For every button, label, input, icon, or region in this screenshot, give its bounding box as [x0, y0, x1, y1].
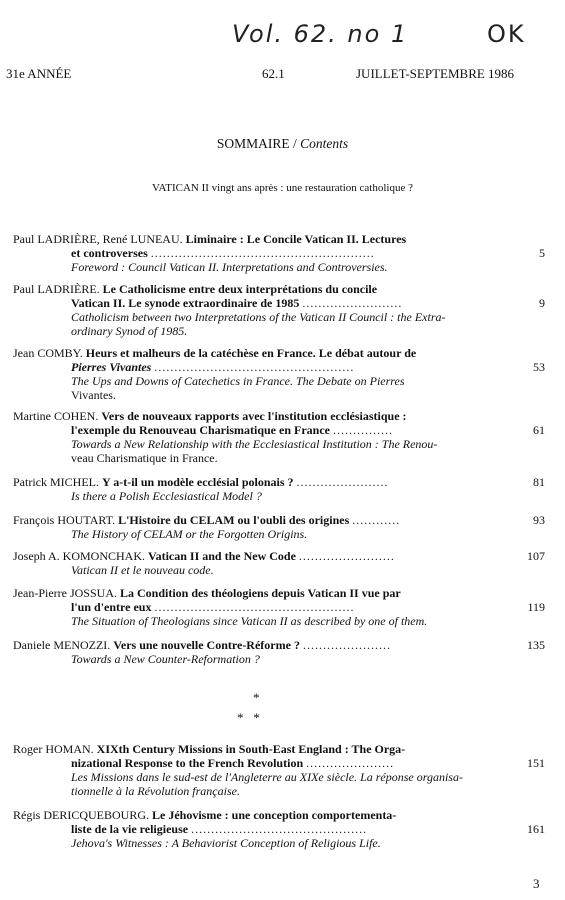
entry-translation: Jehova's Witnesses : A Behaviorist Conception of Religious Life.: [71, 836, 381, 850]
entry-page-number: 81: [533, 475, 545, 489]
entry-title: La Condition des théologiens depuis Vatican II vue par: [120, 586, 401, 600]
dot-leader: ............................................: [191, 822, 368, 836]
entry-title-cont: Vatican II. Le synode extraordinaire de 1985: [71, 296, 300, 310]
entry-title-cont: nizational Response to the French Revolution: [71, 756, 304, 770]
entry-translation: Towards a New Counter-Reformation ?: [71, 652, 260, 666]
dot-leader: .......................: [296, 475, 389, 489]
dot-leader: ..................................................: [154, 360, 355, 374]
entry-page-number: 135: [527, 638, 545, 652]
header-year: 31e ANNÉE: [6, 66, 72, 81]
entry-author: Roger HOMAN.: [13, 742, 94, 756]
page-title: [0, 136, 565, 152]
section-separator-star: *: [253, 690, 260, 705]
entry-title: Liminaire : Le Concile Vatican II. Lectures: [185, 232, 407, 246]
header-issue: 62.1: [262, 66, 285, 81]
toc-entry: [13, 808, 503, 850]
entry-author: Jean-Pierre JOSSUA.: [13, 586, 117, 600]
entry-title-cont: l'exemple du Renouveau Charismatique en France: [71, 423, 330, 437]
entry-title-cont: Pierres Vivantes: [71, 360, 152, 374]
dot-leader: .........................: [302, 296, 403, 310]
entry-author: Paul LADRIÈRE.: [13, 282, 100, 296]
entry-page-number: 5: [539, 246, 545, 260]
toc-entry: [13, 513, 503, 541]
entry-title: Vers de nouveaux rapports avec l'institution ecclésiastique :: [101, 409, 407, 423]
dot-leader: ..................................................: [154, 600, 355, 614]
dot-leader: ...............: [333, 423, 393, 437]
toc-entry: [13, 549, 503, 577]
entry-title: Le Jéhovisme : une conception comportementa-: [152, 808, 397, 822]
entry-translation: Les Missions dans le sud-est de l'Angleterre au XIXe siècle. La réponse organisa-: [71, 770, 463, 784]
entry-translation: The History of CELAM or the Forgotten Origins.: [71, 527, 308, 541]
toc-entry: [13, 232, 503, 274]
entry-title-cont: et controverses: [71, 246, 148, 260]
entry-author: Paul LADRIÈRE, René LUNEAU.: [13, 232, 183, 246]
entry-translation-cont: veau Charismatique in France.: [71, 451, 218, 465]
entry-translation-cont: ordinary Synod of 1985.: [71, 324, 188, 338]
entry-author: Patrick MICHEL.: [13, 475, 99, 489]
page-number: 3: [533, 876, 540, 891]
handwritten-volume-note: Vol. 62. no 1: [232, 20, 409, 48]
entry-translation: The Situation of Theologians since Vatican II as described by one of them.: [71, 614, 428, 628]
dot-leader: ......................: [302, 638, 391, 652]
dot-leader: ............: [352, 513, 401, 527]
entry-title: Le Catholicisme entre deux interprétations du concile: [102, 282, 378, 296]
toc-entry: [13, 586, 503, 628]
dot-leader: ......................: [306, 756, 395, 770]
entry-author: Joseph A. KOMONCHAK.: [13, 549, 146, 563]
entry-page-number: 9: [539, 296, 545, 310]
page-subtitle: VATICAN II vingt ans après : une restauration catholique ?: [152, 182, 413, 194]
entry-page-number: 61: [533, 423, 545, 437]
toc-entry: [13, 638, 503, 666]
entry-page-number: 107: [527, 549, 545, 563]
handwritten-ok-mark: OK: [487, 20, 526, 48]
entry-translation: Is there a Polish Ecclesiastical Model ?: [71, 489, 262, 503]
entry-page-number: 119: [527, 600, 545, 614]
entry-title: Vers une nouvelle Contre-Réforme ?: [113, 638, 300, 652]
entry-translation-cont: Vivantes.: [71, 388, 116, 402]
entry-author: Martine COHEN.: [13, 409, 99, 423]
entry-translation: Towards a New Relationship with the Ecclesiastical Institution : The Renou-: [71, 437, 438, 451]
entry-title: XIXth Century Missions in South-East England : The Orga-: [96, 742, 406, 756]
entry-page-number: 161: [527, 822, 545, 836]
dot-leader: ........................................................: [150, 246, 375, 260]
entry-translation-cont: tionnelle à la Révolution française.: [71, 784, 240, 798]
toc-entry: [13, 742, 503, 798]
entry-title: Vatican II and the New Code: [148, 549, 296, 563]
entry-page-number: 151: [527, 756, 545, 770]
toc-entry: [13, 282, 503, 338]
entry-page-number: 53: [533, 360, 545, 374]
toc-entry: [13, 409, 503, 465]
entry-translation: Catholicism between two Interpretations of the Vatican II Council : the Extra-: [71, 310, 446, 324]
toc-entry: [13, 475, 503, 503]
entry-author: Régis DERICQUEBOURG.: [13, 808, 150, 822]
title-main: SOMMAIRE /: [216, 136, 297, 151]
entry-translation: Foreword : Council Vatican II. Interpretations and Controversies.: [71, 260, 388, 274]
header-period: JUILLET-SEPTEMBRE 1986: [356, 66, 515, 81]
entry-title: L'Histoire du CELAM ou l'oubli des origines: [118, 513, 350, 527]
toc-entry: [13, 346, 503, 402]
entry-title-cont: liste de la vie religieuse: [71, 822, 189, 836]
entry-page-number: 93: [533, 513, 545, 527]
entry-author: Daniele MENOZZI.: [13, 638, 111, 652]
section-separator-stars: * *: [237, 710, 260, 725]
entry-author: Jean COMBY.: [13, 346, 83, 360]
entry-title: Heurs et malheurs de la catéchèse en France. Le débat autour de: [85, 346, 417, 360]
dot-leader: ........................: [298, 549, 395, 563]
entry-translation: The Ups and Downs of Catechetics in France. The Debate on Pierres: [71, 374, 405, 388]
entry-translation: Vatican II et le nouveau code.: [71, 563, 214, 577]
title-italic: Contents: [300, 136, 349, 151]
entry-author: François HOUTART.: [13, 513, 116, 527]
entry-title: Y a-t-il un modèle ecclésial polonais ?: [102, 475, 294, 489]
entry-title-cont: l'un d'entre eux: [71, 600, 152, 614]
